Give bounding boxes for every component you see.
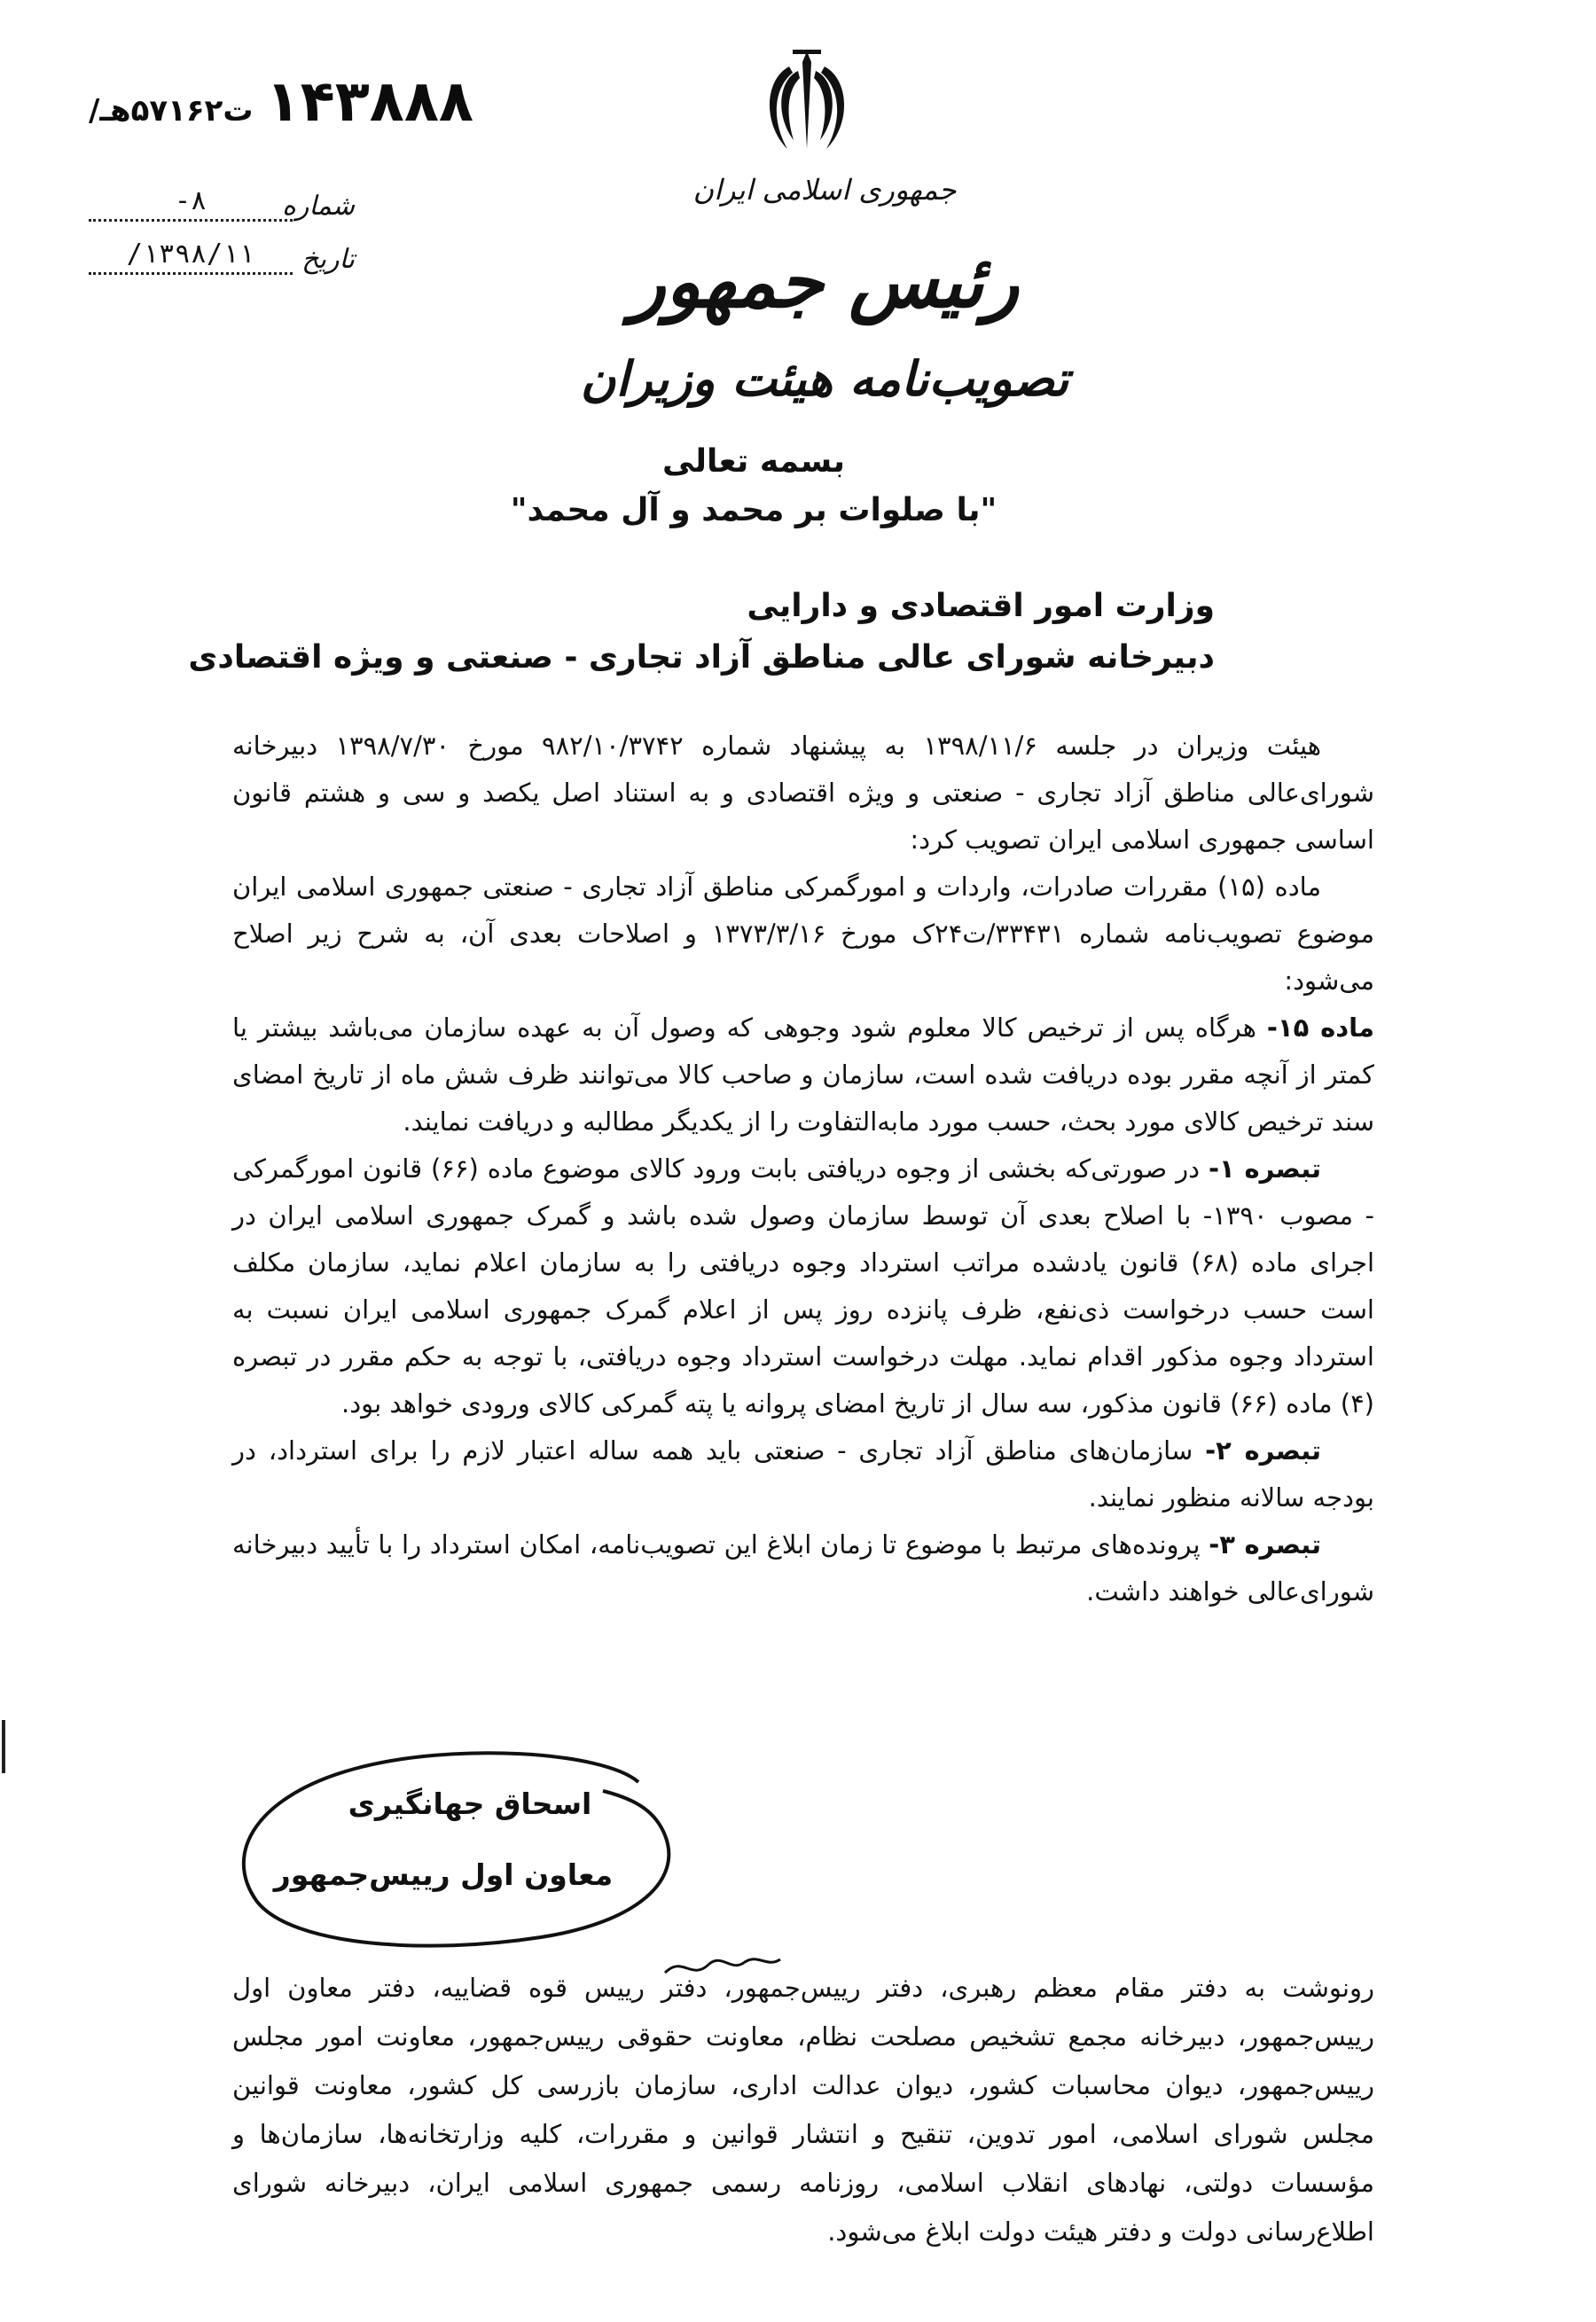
intro-paragraph: هیئت وزیران در جلسه ۱۳۹۸/۱۱/۶ به پیشنهاد شماره ۹۸۲/۱۰/۳۷۴۲ مورخ ۱۳۹۸/۷/۳۰ دبیرخانه شورای‌عالی مناطق آزاد تجاری - صنعتی و ویژه اقتصادی و به استناد اصل یکصد و سی و هشتم قانون اساسی جمهوری اسلامی ایران تصویب کرد: [232,731,1374,855]
republic-title: جمهوری اسلامی ایران [692,173,957,207]
amendment-paragraph: ماده (۱۵) مقررات صادرات، واردات و امورگمرکی مناطق آزاد تجاری - صنعتی جمهوری اسلامی ایران موضوع تصویب‌نامه شماره ۳۳۴۳۱/ت۲۴ک مورخ ۱۳۷۳/۳/۱۶ و اصلاحات بعدی آن، به شرح زیر اصلاح می‌شود: [232,872,1374,996]
note3-paragraph [232,1521,1374,1615]
signature-block [222,1747,718,1951]
note3-label: تبصره ۳- [1209,1529,1321,1560]
serial-line [89,69,473,135]
note1-text: در صورتی‌که بخشی از وجوه دریافتی بابت ورود کالای موضوع ماده (۶۶) قانون امورگمرکی - مصوب ۱۳۹۰- با اصلاح بعدی آن توسط سازمان وصول شده باشد و گمرک جمهوری اسلامی ایران در اجرای ماده (۶۸) قانون یادشده مراتب استرداد وجوه دریافتی را به سازمان اعلام نماید، سازمان مکلف است حسب درخواست ذی‌نفع، ظرف پانزده روز پس از اعلام گمرک جمهوری اسلامی ایران نسبت به استرداد وجوه مذکور اقدام نماید. مهلت درخواست استرداد وجوه دریافتی، با توجه به حکم مقرر در تبصره (۴) ماده (۶۶) قانون مذکور، سه سال از تاریخ امضای پروانه یا پته گمرکی کالای ورودی خواهد بود. [232,1153,1375,1419]
date-row [89,222,355,275]
note2-paragraph [232,1427,1374,1521]
note1-paragraph [232,1145,1374,1427]
note2-label: تبصره ۲- [1205,1435,1322,1466]
date-label: تاریخ [301,244,355,275]
signatory-name: اسحاق جهانگیری [348,1786,592,1821]
cabinet-resolution-title: تصویب‌نامه هیئت وزیران [580,350,1069,407]
date-value: ۱۳۹۸/۱۱/ [89,238,293,275]
resolution-body [232,723,1374,1615]
note1-label: تبصره ۱- [1208,1153,1321,1184]
serial-number: ۱۴۳۸۸۸ [265,69,473,135]
carbon-copy-paragraph [232,1964,1374,2256]
salavat-heading: "با صلوات بر محمد و آل محمد" [510,492,998,528]
article-paragraph [232,1005,1374,1145]
reference-number: ت۵۷۱۶۲هـ/ [89,93,254,129]
number-row [89,168,355,222]
recipient-line: وزارت امور اقتصادی و دارایی [747,588,1215,624]
note2-text: سازمان‌های مناطق آزاد تجاری - صنعتی باید همه ساله اعتبار لازم را برای استرداد، در بودجه سالانه منظور نمایند. [232,1435,1374,1513]
number-value: ۸- [89,185,293,222]
recipients-block [188,581,1215,684]
president-title: رئیس جمهور [630,239,1020,324]
recipient-line: دبیرخانه شورای عالی مناطق آزاد تجاری - صنعتی و ویژه اقتصادی [188,639,1215,676]
number-label: شماره [282,191,355,222]
scan-edge-mark [2,1720,5,1773]
bismillah-heading: بسمه تعالی [662,443,845,480]
article-text: هرگاه پس از ترخیص کالا معلوم شود وجوهی که وصول آن به عهده سازمان می‌باشد بیشتر یا کمتر از آنچه مقرر بوده دریافت شده است، سازمان و صاحب کالا می‌توانند ظرف شش ماه از تاریخ امضای سند ترخیص کالای مورد بحث، حسب مورد مابه‌التفاوت را از یکدیگر مطالبه و دریافت نمایند. [232,1012,1374,1137]
iran-emblem-icon [754,44,860,160]
cc-text: رونوشت به دفتر مقام معظم رهبری، دفتر رییس‌جمهور، دفتر رییس قوه قضاییه، دفتر معاون اول رییس‌جمهور، دبیرخانه مجمع تشخیص مصلحت نظام، معاونت حقوقی رییس‌جمهور، معاونت امور مجلس رییس‌جمهور، دیوان محاسبات کشور، دیوان عدالت اداری، سازمان بازرسی کل کشور، معاونت قوانین مجلس شورای اسلامی، امور تدوین، تنقیح و انتشار قوانین و مقررات، کلیه وزارتخانه‌ها، سازمان‌ها و مؤسسات دولتی، نهادهای انقلاب اسلامی، روزنامه رسمی جمهوری اسلامی ایران، دبیرخانه شورای اطلاع‌رسانی دولت و دفتر هیئت دولت ابلاغ می‌شود. [232,1973,1374,2247]
signatory-title: معاون اول رییس‌جمهور [273,1857,614,1892]
article-label: ماده ۱۵- [1266,1012,1374,1043]
note3-text: پرونده‌های مرتبط با موضوع تا زمان ابلاغ این تصویب‌نامه، امکان استرداد را با تأیید دبیرخانه شورای‌عالی خواهند داشت. [232,1529,1374,1607]
signature-loop [222,1747,718,1951]
number-date-block [89,168,355,275]
